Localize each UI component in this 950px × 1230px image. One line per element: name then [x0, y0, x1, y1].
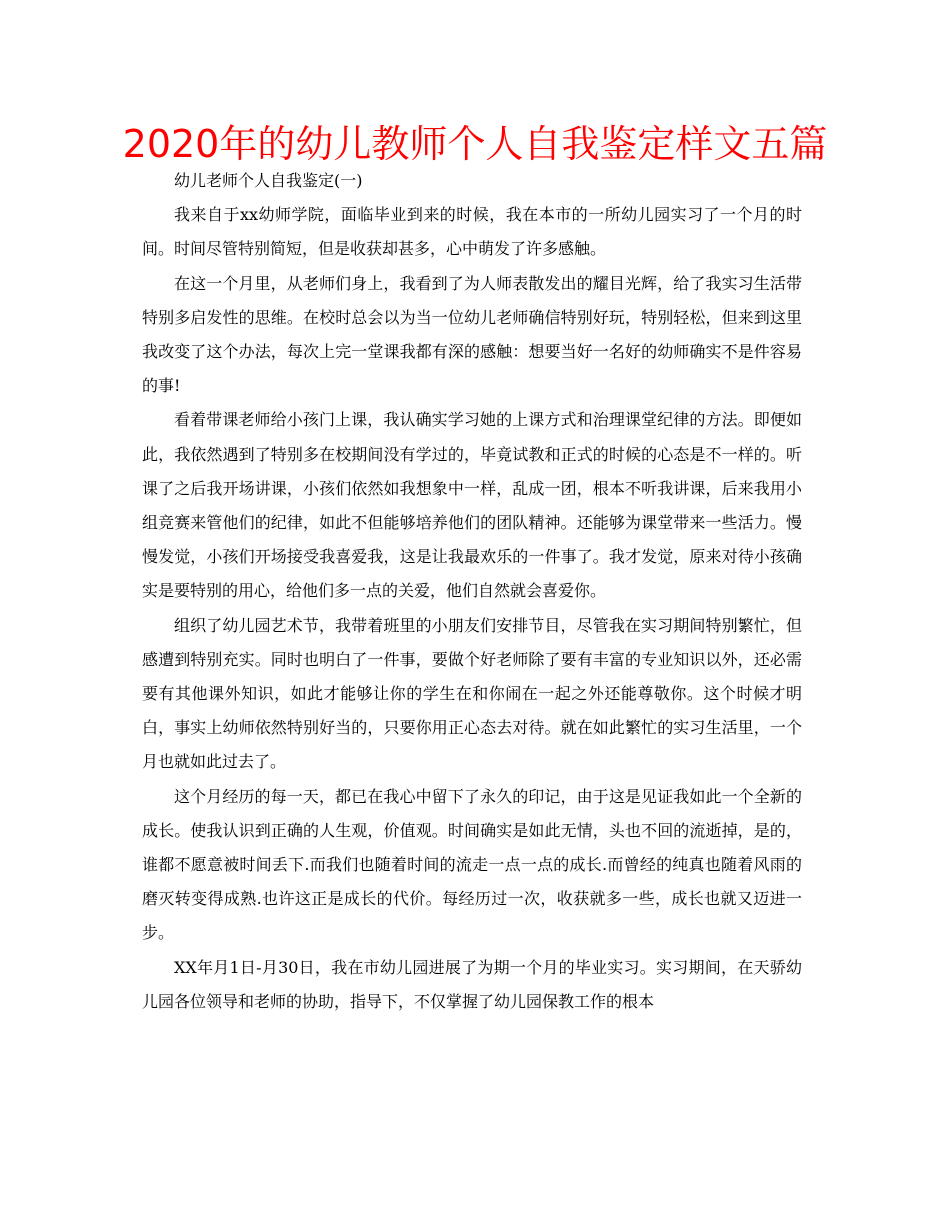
paragraph-2: 在这一个月里，从老师们身上，我看到了为人师表散发出的耀目光辉，给了我实习生活带特别多启发性的思维。在校时总会以为当一位幼儿老师确信特别好玩，特别轻松，但来到这里我改变了这个办法，每次上完一堂课我都有深的感触：想要当好一名好的幼师确实不是件容易的事!: [142, 273, 802, 396]
paragraph-1: 我来自于xx幼师学院，面临毕业到来的时候，我在本市的一所幼儿园实习了一个月的时间。时间尽管特别简短，但是收获却甚多，心中萌发了许多感触。: [142, 205, 802, 259]
paragraph-4: 组织了幼儿园艺术节，我带着班里的小朋友们安排节目，尽管我在实习期间特别繁忙，但感遭到特别充实。同时也明白了一件事，要做个好老师除了要有丰富的专业知识以外，还必需要有其他课外知识，如此才能够让你的学生在和你闹在一起之外还能尊敬你。这个时候才明白，事实上幼师依然特别好当的，只要你用正心态去对待。就在如此繁忙的实习生活里，一个月也就如此过去了。: [142, 615, 802, 772]
paragraph-3: 看着带课老师给小孩门上课，我认确实学习她的上课方式和治理课堂纪律的方法。即便如此，我依然遇到了特别多在校期间没有学过的，毕竟试教和正式的时候的心态是不一样的。听课了之后我开场讲课，小孩们依然如我想象中一样，乱成一团，根本不听我讲课，后来我用小组竞赛来管他们的纪律，如此不但能够培养他们的团队精神。还能够为课堂带来一些活力。慢慢发觉，小孩们开场接受我喜爱我，这是让我最欢乐的一件事了。我才发觉，原来对待小孩确实是要特别的用心，给他们多一点的关爱，他们自然就会喜爱你。: [142, 410, 802, 601]
paragraph-5: 这个月经历的每一天，都已在我心中留下了永久的印记，由于这是见证我如此一个全新的成长。使我认识到正确的人生观，价值观。时间确实是如此无情，头也不回的流逝掉，是的，谁都不愿意被时间丢下.而我们也随着时间的流走一点一点的成长.而曾经的纯真也随着风雨的磨灭转变得成熟.也许这正是成长的代价。每经历过一次，收获就多一些，成长也就又迈进一步。: [142, 786, 802, 943]
document-body: [142, 164, 802, 1019]
paragraph-6: XX年月1日-月30日，我在市幼儿园进展了为期一个月的毕业实习。实习期间，在天骄幼儿园各位领导和老师的协助，指导下，不仅掌握了幼儿园保教工作的根本: [142, 957, 802, 1011]
section-heading: 幼儿老师个人自我鉴定(一): [174, 171, 363, 190]
document-title: 2020年的幼儿教师个人自我鉴定样文五篇: [122, 122, 828, 166]
